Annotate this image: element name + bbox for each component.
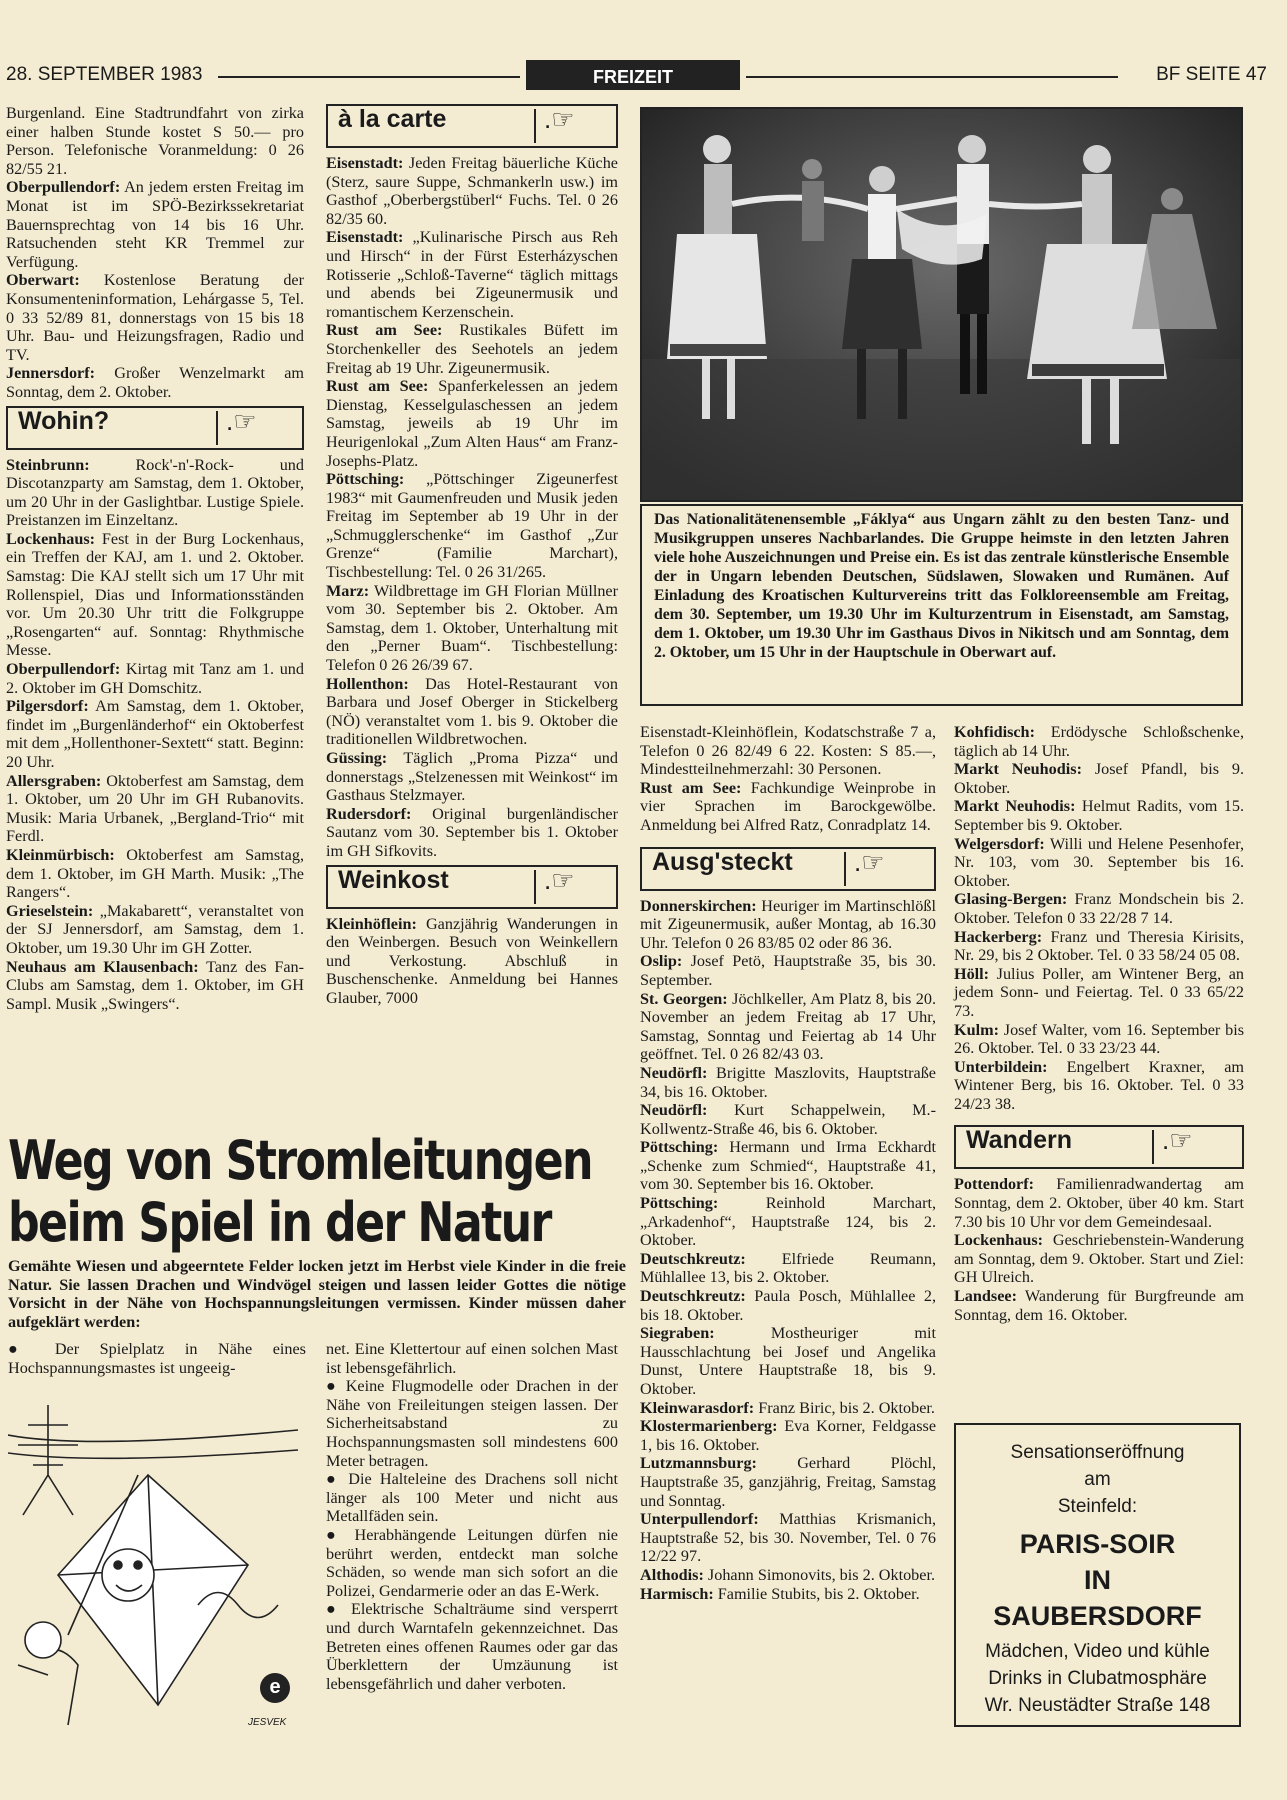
listing-item: Kleinhöflein: Ganzjährig Wanderungen in den Weinbergen. Besuch von Weinkellern und Verkostung. Abschluß in Buschenschenke. Anmeldung bei Hannes Glauber, 7000 [326, 914, 618, 1007]
listing-item: Rust am See: Rustikales Büfett im Storchenkeller des Seehotels an jedem Freitag ab 19 Uhr. Zigeunermusik. [326, 321, 618, 377]
section-box-wohin [6, 406, 304, 450]
ad-headline: IN [1084, 1565, 1111, 1595]
listing-item: Kulm: Josef Walter, vom 16. September bis 26. Oktober. Tel. 0 33 23/23 44. [954, 1020, 1244, 1058]
article-lead: Gemähte Wiesen und abgeerntete Felder locken jetzt im Herbst viele Kinder in die freie Natur. Sie lassen Drachen und Windvögel steigen und lassen leider Gottes die nötige Vorsicht in der Nähe von Hochspannungsleitungen vermissen. Kinder müssen daher aufgeklärt werden: [8, 1257, 626, 1331]
listing-item: Althodis: Johann Simonovits, bis 2. Oktober. [640, 1565, 936, 1584]
listing-item: Neuhaus am Klausenbach: Tanz des Fan-Clubs am Samstag, dem 1. Oktober, im GH Sampl. Musik „Swingers“. [6, 957, 304, 1013]
listing-item: Landsee: Wanderung für Burgfreunde am Sonntag, dem 16. Oktober. [954, 1287, 1244, 1324]
listing-item: Welgersdorf: Willi und Helene Pesenhofer, Nr. 103, vom 30. September bis 16. Oktober. [954, 834, 1244, 890]
listing-item: Pilgersdorf: Am Samstag, dem 1. Oktober, findet im „Burgenländerhof“ ein Oktoberfest mit dem „Hollenthoner-Sextett“ statt. Beginn: 20 Uhr. [6, 697, 304, 771]
section-title: Wohin? [18, 406, 110, 435]
listing-item: Unterpullendorf: Matthias Krismanich, Hauptstraße 52, bis 30. November, Tel. 0 76 12/22 97. [640, 1510, 936, 1566]
headline-line-1: Weg von Stromleitungen [8, 1129, 592, 1192]
kite-drawing [8, 1405, 298, 1735]
listing-item: Marz: Wildbrettage im GH Florian Müllner vom 30. September bis 2. Oktober. Am Samstag, dem 1. Oktober, Unterhaltung mit den „Perner Buam“. Tischbestellung: Telefon 0 26 26/39 67. [326, 581, 618, 675]
article-headline [8, 1130, 615, 1254]
listing-item: Pöttsching: Reinhold Marchart, „Arkadenhof“, Hauptstraße 124, bis 2. Oktober. [640, 1194, 936, 1250]
section-box-a-la-carte [326, 104, 618, 148]
section-title: à la carte [338, 105, 447, 133]
article-column-1 [8, 1340, 306, 1377]
ad-line: Drinks in Clubatmosphäre [988, 1668, 1207, 1689]
section-box-weinkost [326, 865, 618, 909]
page-number: BF SEITE 47 [1156, 64, 1267, 85]
listing-item: Eisenstadt: Jeden Freitag bäuerliche Küche (Sterz, saure Suppe, Schmankerln usw.) im Gasthof „Oberbergstüberl“ Fuchs. Tel. 0 26 82/35 60. [326, 154, 618, 228]
pointing-hand-icon: .☞ [854, 846, 885, 877]
page-header [6, 60, 1267, 94]
pointing-hand-icon: .☞ [226, 405, 257, 436]
text-paragraph: Oberpullendorf: An jedem ersten Freitag im Monat ist im SPÖ-Bezirkssekretariat Bauernsprechtag von 14 bis 16 Uhr. Ratsuchenden steht KR Tremmel zur Verfügung. [6, 178, 304, 271]
listing-item: Harmisch: Familie Stubits, bis 2. Oktober. [640, 1584, 920, 1603]
listing-item: Deutschkreutz: Paula Posch, Mühlallee 2, bis 18. Oktober. [640, 1287, 936, 1324]
listing-item: Lockenhaus: Geschriebenstein-Wanderung am Sonntag, dem 9. Oktober. Start und Ziel: GH Ulreich. [954, 1231, 1244, 1287]
headline-line-2: beim Spiel in der Natur [8, 1191, 551, 1254]
advertisement-box [954, 1423, 1241, 1727]
listing-item: Höll: Julius Poller, am Wintener Berg, an jedem Sonn- und Feiertag. Tel. 0 33 65/22 73. [954, 964, 1244, 1020]
listing-item: Rust am See: Spanferkelessen an jedem Dienstag, Kesselgulaschessen an jedem Samstag, jeweils ab 19 Uhr im Heurigenlokal „Zum Alten Haus“ am Franz-Josephs-Platz. [326, 377, 618, 470]
ad-line: Wr. Neustädter Straße 148 [984, 1695, 1211, 1716]
ad-line: am [1084, 1469, 1111, 1490]
listing-item: Steinbrunn: Rock'-n'-Rock- und Discotanzparty am Samstag, dem 1. Oktober, um 20 Uhr in der Gaslightbar. Lustige Spiele. Preistanzen im Einzeltanz. [6, 455, 304, 530]
text-paragraph: Burgenland. Eine Stadtrundfahrt von zirka einer halben Stunde kostet S 50.— pro Person. Telefonische Voranmeldung: 0 26 82/55 21. [6, 104, 304, 178]
listing-item: Hackerberg: Franz und Theresia Kirisits, Nr. 29, bis 2 Oktober. Tel. 0 33 58/24 05 08. [954, 927, 1244, 965]
text-paragraph: Oberwart: Kostenlose Beratung der Konsumenteninformation, Lehárgasse 5, Tel. 0 33 52/89 81, donnerstags von 15 bis 18 Uhr. Bau- und Heizungsfragen, Radio und TV. [6, 271, 304, 364]
bullet-item: ● Der Spielplatz in Nähe eines Hochspannungsmastes ist ungeeig- [8, 1340, 306, 1377]
listing-item: Glasing-Bergen: Franz Mondschein bis 2. Oktober. Telefon 0 33 22/28 7 14. [954, 890, 1244, 927]
listing-item: Neudörfl: Kurt Schappelwein, M.-Kollwentz-Straße 46, bis 6. Oktober. [640, 1101, 936, 1138]
section-title: Wandern [966, 1126, 1073, 1155]
dancers-illustration [642, 109, 1243, 502]
listing-item: Grieselstein: „Makabarett“, veranstaltet von der SJ Jennersdorf, am Samstag, dem 1. Oktober, um 19.30 Uhr im GH Zotter. [6, 901, 304, 957]
listing-item: Rudersdorf: Original burgenländischer Sautanz vom 30. September bis 1. Oktober im GH Sifkovits. [326, 804, 618, 860]
header-rule-right [746, 76, 1118, 78]
section-label: FREIZEIT [526, 60, 740, 90]
pointing-hand-icon: .☞ [544, 104, 575, 134]
listing-item: Oslip: Josef Petö, Hauptstraße 35, bis 30. September. [640, 952, 936, 989]
bullet-item: ● Herabhängende Leitungen dürfen nie berührt werden, entdeckt man solche Schäden, so wende man sich sofort an die Polizei, Gendarmerie oder an das E-Werk. [326, 1525, 618, 1600]
photo-caption: Das Nationalitätenensemble „Fáklya“ aus Ungarn zählt zu den besten Tanz- und Musikgruppen unseres Nachbarlandes. Die Gruppe heimste in den letzten Jahren viele hohe Auszeichnungen und Preise ein. Es ist das zentrale künstlerische Ensemble der in Ungarn lebenden Deutschen, Südslawen, Slowaken und Rumänen. Auf Einladung des Kroatischen Kulturvereins tritt das Folkloreensemble am Freitag, dem 30. September, um 19.30 Uhr im Kulturzentrum in Eisenstadt, am Samstag, dem 1. Oktober, um 19.30 Uhr im Gasthaus Divos in Nikitsch und am Sonntag, dem 2. Oktober, um 15 Uhr in der Hauptschule in Oberwart auf. [640, 504, 1243, 706]
bullet-item: net. Eine Klettertour auf einen solchen Mast ist lebensgefährlich. [326, 1340, 618, 1377]
listing-item: Donnerskirchen: Heuriger im Martinschlößl mit Zigeunermusik, außer Montag, ab 16.30 Uhr. Telefon 0 26 83/85 02 oder 86 36. [640, 896, 936, 952]
section-title: Weinkost [338, 865, 449, 894]
artist-signature: JESVEK [248, 1717, 287, 1728]
bullet-item: ● Elektrische Schalträume sind versperrt und durch Warntafeln gekennzeichnet. Das Betreten eines offenen Raumes oder gar das Überklettern der Umzäunung ist lebensgefährlich und daher verboten. [326, 1600, 618, 1693]
section-title: Ausg'steckt [652, 847, 793, 876]
publisher-logo-icon: e [260, 1673, 290, 1703]
listing-item: Güssing: Täglich „Proma Pizza“ und donnerstags „Stelzenessen mit Weinkost“ im Gasthaus Stelzmayer. [326, 749, 618, 805]
column-1 [6, 104, 304, 1013]
section-box-wandern [954, 1125, 1244, 1169]
ad-headline: PARIS-SOIR [1019, 1529, 1176, 1559]
listing-item: Pöttsching: Hermann und Irma Eckhardt „Schenke zum Schmied“, Hauptstraße 41, vom 30. September bis 16. Oktober. [640, 1138, 936, 1194]
bullet-item: ● Die Halteleine des Drachens soll nicht länger als 100 Meter und nicht aus Metallfäden sein. [326, 1470, 618, 1526]
column-2 [326, 104, 618, 1008]
listing-item: Lutzmannsburg: Gerhard Plöchl, Hauptstraße 35, ganzjährig, Freitag, Samstag und Sonntag. [640, 1454, 936, 1510]
listing-item: Eisenstadt: „Kulinarische Pirsch aus Reh und Hirsch“ in der Fürst Esterházyschen Rotisserie „Schloß-Taverne“ täglich mittags und abends bei Zigeunermusik und romantischem Kerzenschein. [326, 228, 618, 321]
listing-item: Lockenhaus: Fest in der Burg Lockenhaus, ein Treffen der KAJ, am 1. und 2. Oktober. Samstag: Die KAJ stellt sich um 17 Uhr mit Rollenspiel, Dias und Informationsständen vor. Um 20.30 Uhr tritt die Folkgruppe „Rosengarten“ auf. Sonntag: Rhythmische Messe. [6, 529, 304, 660]
header-rule-left [218, 76, 520, 78]
bullet-item: ● Keine Flugmodelle oder Drachen in der Nähe von Freileitungen steigen lassen. Der Sicherheitsabstand zu Hochspannungsmasten soll mindestens 600 Meter betragen. [326, 1377, 618, 1470]
issue-date: 28. SEPTEMBER 1983 [6, 64, 203, 85]
listing-item: Rust am See: Fachkundige Weinprobe in vier Sprachen im Barockgewölbe. Anmeldung bei Alfred Ratz, Conradplatz 14. [640, 778, 936, 834]
pointing-hand-icon: .☞ [544, 864, 575, 895]
pointing-hand-icon: .☞ [1162, 1125, 1193, 1156]
listing-item: Markt Neuhodis: Josef Pfandl, bis 9. Oktober. [954, 760, 1244, 797]
listing-item: Kohfidisch: Erdödysche Schloßschenke, täglich ab 14 Uhr. [954, 723, 1244, 760]
listing-item: Deutschkreutz: Elfriede Reumann, Mühlallee 13, bis 2. Oktober. [640, 1249, 936, 1287]
section-box-ausgsteckt [640, 847, 936, 891]
ad-line: Mädchen, Video und kühle [985, 1641, 1210, 1662]
column-3 [640, 723, 936, 1603]
column-4 [954, 723, 1244, 1324]
listing-item: Allersgraben: Oktoberfest am Samstag, dem 1. Oktober, um 20 Uhr im GH Rubanovits. Musik: Maria Urbanek, „Bergland-Trio“ mit Ferdl. [6, 771, 304, 846]
folk-dance-photo [640, 107, 1243, 502]
listing-item: Hollenthon: Das Hotel-Restaurant von Barbara und Josef Oberger in Stickelberg (NÖ) veranstaltet vom 1. bis 9. Oktober die traditionellen Wildbretwochen. [326, 674, 618, 749]
ad-line: Sensationseröffnung [1010, 1442, 1185, 1463]
listing-item: Kleinmürbisch: Oktoberfest am Samstag, dem 1. Oktober, im GH Marth. Musik: „The Rangers“. [6, 845, 304, 902]
listing-item: Siegraben: Mostheuriger mit Hausschlachtung bei Josef und Angelika Dunst, Untere Hauptstraße 18, bis 9. Oktober. [640, 1324, 936, 1398]
listing-item: Neudörfl: Brigitte Maszlovits, Hauptstraße 34, bis 16. Oktober. [640, 1063, 936, 1101]
text-paragraph: Eisenstadt-Kleinhöflein, Kodatschstraße 7 a, Telefon 0 26 82/49 6 22. Kosten: S 85.—, Mindestteilnehmerzahl: 30 Personen. [640, 723, 936, 779]
kite-cartoon [8, 1405, 298, 1735]
ad-line: Steinfeld: [1057, 1496, 1138, 1517]
listing-item: Unterbildein: Engelbert Kraxner, am Wintener Berg, bis 16. Oktober. Tel. 0 33 24/23 38. [954, 1057, 1244, 1113]
listing-item: Oberpullendorf: Kirtag mit Tanz am 1. und 2. Oktober im GH Domschitz. [6, 660, 304, 697]
listing-item: Markt Neuhodis: Helmut Radits, vom 15. September bis 9. Oktober. [954, 797, 1244, 834]
article-column-2 [326, 1340, 618, 1693]
listing-item: St. Georgen: Jöchlkeller, Am Platz 8, bis 20. November an jedem Freitag ab 17 Uhr, Samstag, Sonntag und Feiertag ab 14 Uhr geöffnet. Tel. 0 26 82/43 03. [640, 989, 936, 1064]
listing-item: Kleinwarasdorf: Franz Biric, bis 2. Oktober. [640, 1398, 935, 1417]
text-paragraph: Jennersdorf: Großer Wenzelmarkt am Sonntag, dem 2. Oktober. [6, 364, 304, 401]
ad-headline: SAUBERSDORF [993, 1601, 1202, 1631]
listing-item: Pottendorf: Familienradwandertag am Sonntag, dem 2. Oktober, über 40 km. Start 7.30 bis 10 Uhr vor dem Gemeindesaal. [954, 1175, 1244, 1231]
listing-item: Klostermarienberg: Eva Korner, Feldgasse 1, bis 16. Oktober. [640, 1417, 936, 1454]
listing-item: Pöttsching: „Pöttschinger Zigeunerfest 1983“ mit Gaumenfreuden und Musik jeden Freitag im September ab 19 Uhr in der „Schmugglerschenke“ im Gasthof „Zur Grenze“ (Familie Marchart), Tischbestellung: Tel. 0 26 31/265. [326, 470, 618, 582]
